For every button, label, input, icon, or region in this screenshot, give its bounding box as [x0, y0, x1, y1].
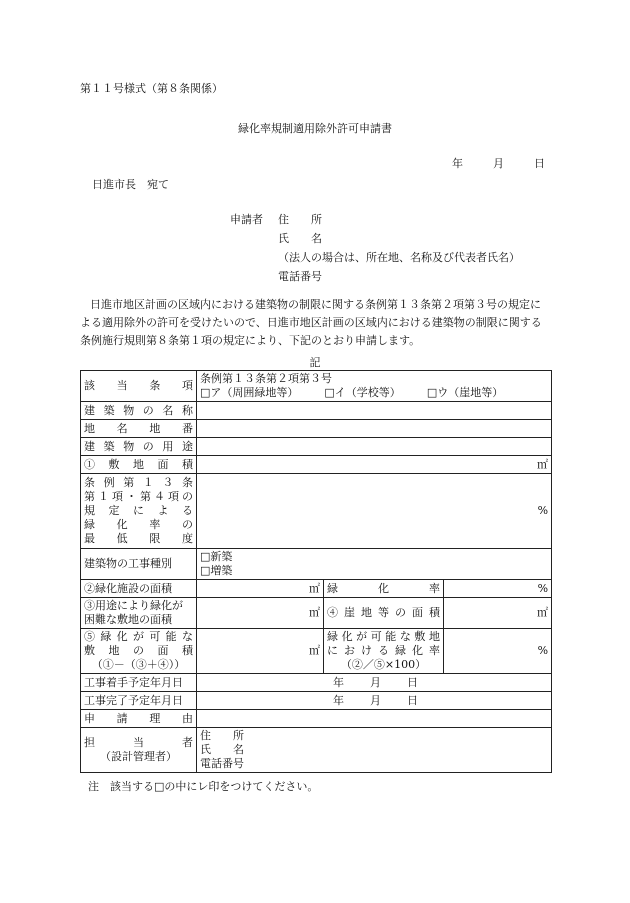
work-type-extension-checkbox[interactable]: □増築: [200, 564, 233, 577]
possible-area-line-3: （①－（③＋④））: [91, 658, 186, 671]
possible-area-line-1: ⑤緑化が可能な: [84, 630, 193, 643]
start-date-day: 日: [407, 675, 418, 689]
building-use-label: 建築物の用途: [84, 439, 193, 453]
possible-ratio-field[interactable]: [444, 629, 552, 674]
person-phone-label: 電話番号: [200, 757, 244, 770]
end-date-label: 工事完了予定年月日: [84, 693, 183, 707]
document-title: 緑化率規制適用除外許可申請書: [238, 122, 392, 135]
applicant-name: 氏 名: [278, 232, 322, 245]
person-label: 担 当 者: [84, 736, 193, 749]
possible-area-field[interactable]: [197, 629, 324, 674]
cliff-area-label: ④崖地等の面積: [327, 606, 440, 619]
person-name-label: 氏 名: [200, 743, 244, 756]
addressee: 日進市長 宛て: [92, 178, 169, 191]
min-green-line-3: 規定による: [84, 504, 193, 517]
row-green-facility: [81, 580, 552, 598]
row-lot-number: [81, 420, 552, 438]
lot-number-label: 地名地番: [84, 421, 193, 435]
site-area-label: ① 敷 地 面 積: [84, 457, 193, 471]
ki-heading: 記: [309, 356, 321, 369]
green-ratio-label: 緑 化 率: [327, 581, 440, 595]
form-number: 第１１号様式（第８条関係）: [80, 82, 223, 95]
row-hard-area: [81, 598, 552, 629]
building-name-label: 建築物の名称: [84, 403, 193, 417]
cliff-area-unit: ㎡: [537, 606, 549, 619]
possible-ratio-unit: %: [537, 644, 549, 657]
row-work-type: [81, 549, 552, 580]
cliff-area-field[interactable]: [444, 598, 552, 629]
applicant-phone: 電話番号: [278, 270, 322, 283]
person-address-label: 住 所: [200, 729, 244, 742]
row-end-date: [81, 692, 552, 710]
green-facility-unit: ㎡: [309, 581, 320, 595]
article-label: 該 当 条 項: [84, 379, 193, 392]
row-possible-area: [81, 629, 552, 674]
green-facility-field[interactable]: [197, 580, 324, 598]
application-table: [80, 370, 552, 773]
possible-area-line-2: 敷地の面積: [84, 644, 193, 657]
body-paragraph: 日進市地区計画の区域内における建築物の制限に関する条例第１３条第２項第３号の規定による適用除外の許可を受けたいので、日進市地区計画の区域内における建築物の制限に関する条例施行規則第８条第１項の規定により、下記のとおり申請します。: [80, 298, 542, 347]
date-day: 日: [534, 157, 545, 170]
work-type-new-checkbox[interactable]: □新築: [200, 550, 233, 563]
option-i-checkbox[interactable]: □イ（学校等）: [324, 386, 401, 399]
footnote: 注 該当する□の中にレ印をつけてください。: [88, 780, 319, 793]
green-ratio-field[interactable]: [444, 580, 552, 598]
green-facility-label: ②緑化施設の面積: [84, 581, 172, 595]
min-green-line-1: 条例第１３条: [84, 476, 193, 489]
possible-area-unit: ㎡: [309, 644, 320, 657]
option-a-checkbox[interactable]: □ア（周囲緑地等）: [200, 386, 299, 399]
start-date-year: 年: [333, 675, 344, 689]
row-start-date: [81, 674, 552, 692]
building-use-field[interactable]: [197, 438, 552, 456]
building-name-field[interactable]: [197, 402, 552, 420]
lot-number-field[interactable]: [197, 420, 552, 438]
person-field[interactable]: [197, 728, 552, 773]
article-value: 条例第１３条第２項第３号: [200, 372, 332, 385]
end-date-month: 月: [370, 693, 381, 707]
date-month: 月: [493, 157, 504, 170]
row-building-name: [81, 402, 552, 420]
row-article: [81, 371, 552, 402]
row-min-green: [81, 474, 552, 549]
row-reason: [81, 710, 552, 728]
row-site-area: [81, 456, 552, 474]
start-date-field[interactable]: [197, 674, 552, 692]
start-date-month: 月: [370, 675, 381, 689]
possible-ratio-line-1: 緑化が可能な敷地: [327, 630, 440, 643]
end-date-year: 年: [333, 693, 344, 707]
applicant-corp-note: （法人の場合は、所在地、名称及び代表者氏名）: [278, 251, 520, 264]
article-options: [200, 386, 548, 400]
row-building-use: [81, 438, 552, 456]
hard-area-line-2: 困難な敷地の面積: [84, 613, 172, 626]
hard-area-unit: ㎡: [309, 606, 320, 619]
min-green-field[interactable]: [197, 474, 552, 549]
min-green-line-4: 緑化率の: [84, 518, 193, 531]
date-line: [452, 155, 545, 171]
min-green-line-2: 第１項・第４項の: [84, 490, 193, 503]
reason-label: 申請理由: [84, 711, 193, 725]
site-area-field[interactable]: [197, 456, 552, 474]
row-person: [81, 728, 552, 773]
possible-ratio-line-2: における緑化率: [327, 644, 440, 657]
min-green-line-5: 最低限度: [84, 532, 193, 545]
applicant-address: 住 所: [278, 213, 322, 226]
site-area-unit: ㎡: [537, 457, 549, 471]
end-date-field[interactable]: [197, 692, 552, 710]
person-sub-label: （設計管理者）: [100, 750, 177, 763]
option-u-checkbox[interactable]: □ウ（崖地等）: [426, 386, 504, 399]
hard-area-line-1: ③用途により緑化が: [84, 599, 183, 612]
end-date-day: 日: [407, 693, 418, 707]
hard-area-field[interactable]: [197, 598, 324, 629]
start-date-label: 工事着手予定年月日: [84, 675, 183, 689]
green-ratio-unit: %: [537, 581, 549, 595]
applicant-label: 申請者: [230, 213, 263, 226]
work-type-label: 建築物の工事種別: [84, 557, 172, 570]
date-year: 年: [452, 157, 463, 170]
possible-ratio-line-3: （②／⑤×100）: [340, 658, 427, 671]
min-green-unit: %: [537, 504, 549, 517]
reason-field[interactable]: [197, 710, 552, 728]
